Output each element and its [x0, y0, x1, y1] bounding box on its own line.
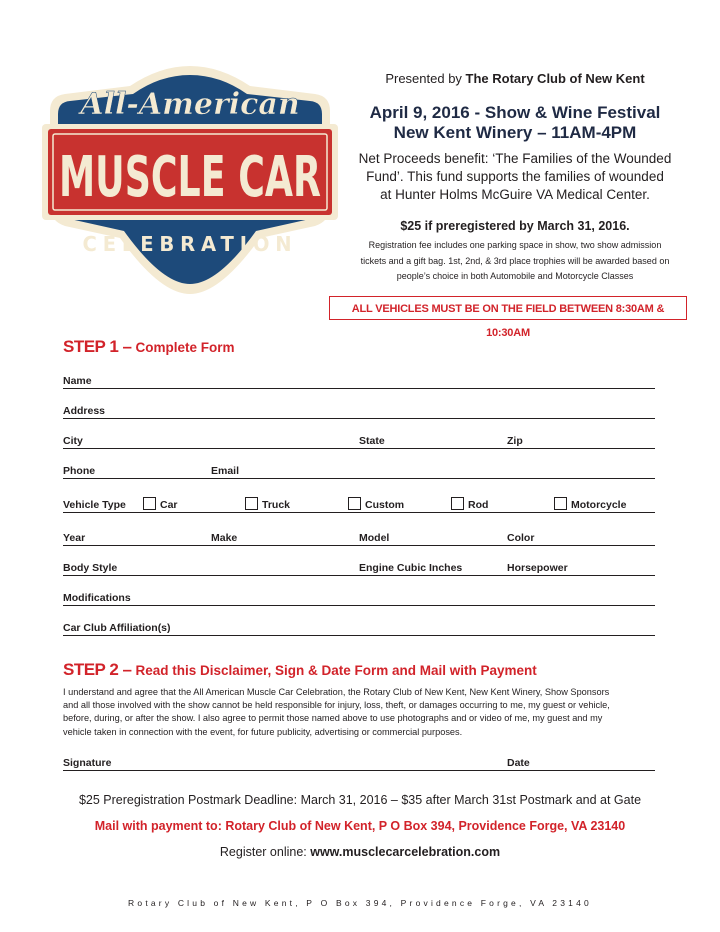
- motorcycle-label: Motorcycle: [571, 499, 627, 511]
- date-label: Date: [507, 757, 530, 769]
- benefit-line: Fund’. This fund supports the families of wounded: [366, 169, 664, 184]
- step1-number: STEP 1 –: [63, 337, 132, 356]
- motorcycle-checkbox[interactable]: [554, 497, 567, 510]
- name-label: Name: [63, 375, 92, 387]
- horsepower-label: Horsepower: [507, 562, 568, 574]
- fee-line: people’s choice in both Automobile and Motorcycle Classes: [396, 271, 634, 281]
- fee-text: [330, 238, 700, 285]
- signature-date-row[interactable]: [63, 756, 655, 771]
- car-label: Car: [160, 499, 178, 511]
- city-state-zip-row[interactable]: [63, 434, 655, 449]
- vehicle-type-row: [63, 496, 655, 513]
- step2-number: STEP 2 –: [63, 660, 132, 679]
- step1-title: Complete Form: [135, 340, 235, 355]
- register-online-prefix: Register online:: [219, 845, 311, 859]
- event-heading: [330, 103, 700, 143]
- logo-line1: All-American: [80, 87, 300, 122]
- make-label: Make: [211, 532, 238, 544]
- step2-heading: [63, 660, 537, 680]
- logo-line2: MUSCLE CAR: [59, 145, 321, 210]
- body-engine-hp-row[interactable]: [63, 561, 655, 576]
- footer-address: Rotary Club of New Kent, P O Box 394, Providence Forge, VA 23140: [128, 898, 592, 908]
- truck-checkbox[interactable]: [245, 497, 258, 510]
- year-label: Year: [63, 532, 86, 544]
- state-label: State: [359, 435, 385, 447]
- city-label: City: [63, 435, 83, 447]
- logo-line3: CELEBRATION: [82, 232, 298, 256]
- body-style-label: Body Style: [63, 562, 118, 574]
- model-label: Model: [359, 532, 390, 544]
- vehicle-type-label: Vehicle Type: [63, 499, 126, 511]
- step2-title: Read this Disclaimer, Sign & Date Form and Mail with Payment: [135, 663, 537, 678]
- name-field[interactable]: [63, 374, 655, 389]
- disclaimer-line: I understand and agree that the All American Muscle Car Celebration, the Rotary Club of New Kent, New Kent Winery, Show Sponsors: [63, 687, 610, 697]
- modifications-field[interactable]: [63, 591, 655, 606]
- event-location: New Kent Winery – 11AM-4PM: [393, 123, 637, 142]
- presented-by: [330, 71, 700, 86]
- engine-label: Engine Cubic Inches: [359, 562, 463, 574]
- mail-address-text: Mail with payment to: Rotary Club of New Kent, P O Box 394, Providence Forge, VA 23140: [94, 819, 626, 833]
- event-logo: [20, 56, 340, 296]
- register-online-link[interactable]: www.musclecarcelebration.com: [310, 845, 501, 859]
- modifications-label: Modifications: [63, 592, 131, 604]
- car-club-field[interactable]: [63, 621, 655, 636]
- signature-label: Signature: [63, 757, 112, 769]
- year-make-model-color-row[interactable]: [63, 531, 655, 546]
- phone-email-row[interactable]: [63, 464, 655, 479]
- price-text: $25 if preregistered by March 31, 2016.: [400, 219, 630, 233]
- disclaimer-line: and all those involved with the show cannot be held responsible for injury, loss, theft, or damages occurring to me, my guest or vehicle,: [63, 700, 610, 711]
- fee-line: tickets and a gift bag. 1st, 2nd, & 3rd place trophies will be awarded based on: [360, 255, 670, 266]
- benefit-line: Net Proceeds benefit: ‘The Families of the Wounded: [358, 151, 672, 166]
- presented-prefix: Presented by: [385, 71, 466, 86]
- disclaimer-line: before, during, or after the show. I also agree to permit those named above to use photographs and or video of me, my guest and my: [63, 713, 603, 724]
- car-club-label: Car Club Affiliation(s): [63, 622, 171, 634]
- benefit-line: at Hunter Holms McGuire VA Medical Center.: [380, 187, 650, 202]
- truck-label: Truck: [262, 499, 291, 511]
- step1-heading: [63, 337, 234, 357]
- address-label: Address: [63, 405, 106, 417]
- disclaimer-line: vehicle taken in connection with the event, for future publicity, advertising or commercial purposes.: [63, 726, 463, 737]
- custom-checkbox[interactable]: [348, 497, 361, 510]
- custom-label: Custom: [365, 499, 405, 511]
- register-online: [0, 845, 720, 859]
- color-label: Color: [507, 532, 535, 544]
- disclaimer-text: [63, 686, 663, 739]
- deadline-text: $25 Preregistration Postmark Deadline: March 31, 2016 – $35 after March 31st Postmark and at Gate: [78, 793, 642, 807]
- car-checkbox[interactable]: [143, 497, 156, 510]
- email-label: Email: [211, 465, 240, 477]
- address-field[interactable]: [63, 404, 655, 419]
- rod-checkbox[interactable]: [451, 497, 464, 510]
- event-date: April 9, 2016 - Show & Wine Festival: [369, 103, 661, 122]
- rod-label: Rod: [468, 499, 489, 511]
- benefit-text: [330, 150, 700, 204]
- zip-label: Zip: [507, 435, 523, 447]
- phone-label: Phone: [63, 465, 96, 477]
- fee-line: Registration fee includes one parking space in show, two show admission: [368, 240, 662, 250]
- presented-org: The Rotary Club of New Kent: [465, 71, 645, 86]
- field-time-notice: ALL VEHICLES MUST BE ON THE FIELD BETWEEN 8:30AM & 10:30AM: [329, 296, 687, 320]
